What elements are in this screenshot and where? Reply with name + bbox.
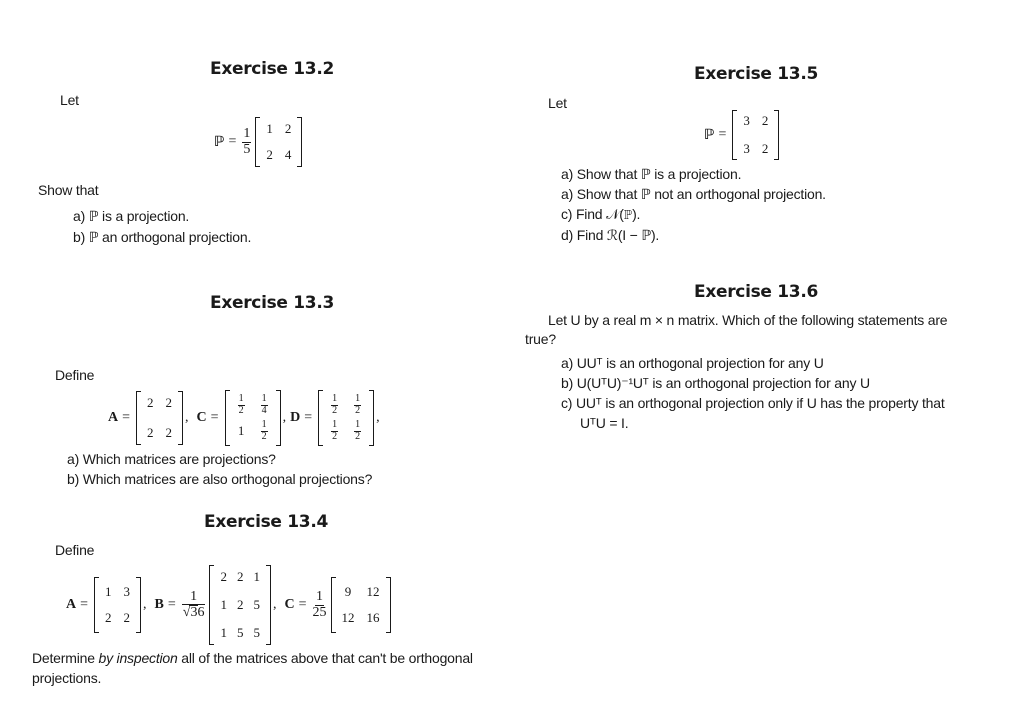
- exercise-13-5-title: Exercise 13.5: [694, 64, 819, 84]
- exercise-13-5-let: Let: [548, 95, 567, 111]
- right-bracket: [276, 390, 281, 446]
- instruction-text: Determine: [32, 650, 99, 666]
- exercise-13-2-item-b: b) ℙ an orthogonal projection.: [73, 229, 252, 245]
- exercise-13-6-item-b: b) U(UᵀU)⁻¹Uᵀ is an orthogonal projection for any U: [561, 375, 870, 391]
- exercise-13-6-intro: Let U by a real m × n matrix. Which of the following statements are: [548, 312, 948, 328]
- matrix-d-13-3: [318, 390, 374, 446]
- matrix-cell: $\frac{1}{2}$: [332, 419, 338, 442]
- matrix-cell: 2: [165, 395, 173, 410]
- matrix-cell: 4: [284, 147, 292, 162]
- equals-sign: =: [298, 597, 307, 612]
- matrix-c-13-3: [225, 390, 281, 446]
- exercise-13-5-item-c: c) Find 𝒩(ℙ).: [561, 206, 641, 222]
- right-bracket: [136, 577, 141, 633]
- exercise-13-6-item-c-cont: UᵀU = I.: [580, 415, 629, 431]
- right-bracket: [297, 117, 302, 167]
- matrix-cell: 2: [236, 569, 244, 584]
- matrix-p-13-5: [732, 110, 779, 160]
- matrix-cell: 5: [253, 625, 260, 640]
- exercise-13-3-title: Exercise 13.3: [210, 293, 335, 313]
- matrix-cell: $\frac{1}{2}$: [261, 419, 267, 442]
- matrix-cell: 2: [165, 425, 173, 440]
- matrix-cell: $\frac{1}{2}$: [355, 419, 361, 442]
- matrix-b-13-4: [209, 565, 271, 645]
- matrix-a-13-3: [136, 391, 183, 445]
- exercise-13-2-let: Let: [60, 92, 79, 108]
- comma: ,: [143, 597, 147, 612]
- matrix-label-b: B: [154, 597, 164, 612]
- equals-sign: =: [304, 410, 313, 425]
- matrix-cell: 1: [220, 597, 227, 612]
- exercise-13-5-item-d: d) Find ℛ(I − ℙ).: [561, 227, 660, 243]
- fraction-denominator: √36: [182, 604, 205, 620]
- matrix-cell: 5: [236, 625, 244, 640]
- matrix-label-d: D: [290, 410, 301, 425]
- right-bracket: [178, 391, 183, 445]
- exercise-13-6-intro-line2: true?: [525, 331, 556, 347]
- exercise-13-3-define: Define: [55, 367, 95, 383]
- scalar-fraction: [242, 127, 251, 157]
- matrix-cell: $\frac{1}{2}$: [355, 393, 361, 416]
- exercise-13-2-item-a: a) ℙ is a projection.: [73, 208, 190, 224]
- matrix-c-13-4: [331, 577, 391, 633]
- exercise-13-3-matrices: [108, 390, 380, 446]
- fraction-numerator: 1: [243, 125, 251, 141]
- exercise-13-4-title: Exercise 13.4: [204, 512, 329, 532]
- exercise-13-3-item-b: b) Which matrices are also orthogonal projections?: [67, 471, 373, 487]
- fraction-denominator: 5: [243, 141, 251, 157]
- right-bracket: [369, 390, 374, 446]
- instruction-text: all of the matrices above that can't be orthogonal: [177, 650, 473, 666]
- matrix-cell: 2: [761, 113, 769, 128]
- scalar-fraction: [313, 590, 327, 620]
- matrix-cell: 3: [123, 584, 131, 599]
- exercise-13-5-matrix-equation: [704, 110, 781, 160]
- matrix-cell: 2: [284, 121, 292, 136]
- fraction-numerator: 1: [190, 588, 198, 604]
- matrix-cell: $\frac{1}{2}$: [332, 393, 338, 416]
- equals-sign: =: [210, 410, 219, 425]
- equals-sign: =: [122, 410, 131, 425]
- matrix-symbol-p: ℙ: [704, 127, 715, 143]
- matrix-a-13-4: [94, 577, 141, 633]
- matrix-cell: 5: [253, 597, 260, 612]
- equals-sign: =: [80, 597, 89, 612]
- right-bracket: [386, 577, 391, 633]
- exercise-13-3-item-a: a) Which matrices are projections?: [67, 451, 276, 467]
- exercise-13-2-show-that: Show that: [38, 182, 99, 198]
- equals-sign: =: [228, 134, 237, 149]
- matrix-label-a: A: [66, 597, 77, 612]
- instruction-emphasis: by inspection: [98, 650, 178, 666]
- matrix-label-c: C: [284, 597, 295, 612]
- exercise-13-4-matrices: [66, 565, 393, 645]
- right-bracket: [266, 565, 271, 645]
- scalar-fraction: [182, 590, 206, 620]
- exercise-13-6-item-a: a) UUᵀ is an orthogonal projection for any U: [561, 355, 824, 371]
- exercise-13-5-item-a2: a) Show that ℙ not an orthogonal projection.: [561, 186, 826, 202]
- equals-sign: =: [167, 597, 176, 612]
- matrix-cell: 2: [236, 597, 244, 612]
- matrix-cell: 3: [743, 141, 750, 156]
- exercise-13-6-item-c: c) UUᵀ is an orthogonal projection only if U has the property that: [561, 395, 945, 411]
- exercise-13-2-title: Exercise 13.2: [210, 59, 335, 79]
- exercise-13-4-instruction: [32, 650, 473, 666]
- comma: ,: [272, 597, 277, 612]
- matrix-symbol-p: ℙ: [214, 134, 225, 150]
- exercise-13-4-instruction-line2: projections.: [32, 670, 102, 686]
- equals-sign: =: [718, 127, 727, 142]
- matrix-cell: 1: [266, 121, 273, 136]
- matrix-cell: $\frac{1}{4}$: [261, 393, 267, 416]
- matrix-cell: $\frac{1}{2}$: [238, 393, 244, 416]
- matrix-label-a: A: [108, 410, 119, 425]
- comma: ,: [282, 410, 287, 425]
- exercise-13-5-item-a: a) Show that ℙ is a projection.: [561, 166, 742, 182]
- matrix-cell: 3: [743, 113, 750, 128]
- matrix-cell: 16: [366, 610, 380, 625]
- matrix-cell: 2: [220, 569, 227, 584]
- exercise-13-4-define: Define: [55, 542, 95, 558]
- matrix-cell: 2: [266, 147, 273, 162]
- matrix-cell: 1: [237, 423, 245, 438]
- matrix-cell: 2: [761, 141, 769, 156]
- comma: ,: [376, 410, 380, 425]
- matrix-cell: 12: [341, 610, 355, 625]
- exercise-13-2-matrix-equation: [214, 117, 304, 167]
- fraction-numerator: 1: [316, 588, 323, 604]
- exercise-13-6-title: Exercise 13.6: [694, 282, 819, 302]
- matrix-cell: 1: [253, 569, 260, 584]
- matrix-p-13-2: [255, 117, 302, 167]
- matrix-cell: 1: [105, 584, 112, 599]
- matrix-cell: 2: [147, 425, 154, 440]
- fraction-denominator: 25: [312, 604, 327, 620]
- comma: ,: [185, 410, 189, 425]
- matrix-cell: 2: [123, 610, 131, 625]
- matrix-cell: 9: [344, 584, 352, 599]
- matrix-cell: 2: [105, 610, 112, 625]
- right-bracket: [774, 110, 779, 160]
- matrix-cell: 12: [366, 584, 380, 599]
- matrix-label-c: C: [196, 410, 207, 425]
- matrix-cell: 2: [147, 395, 154, 410]
- matrix-cell: 1: [220, 625, 227, 640]
